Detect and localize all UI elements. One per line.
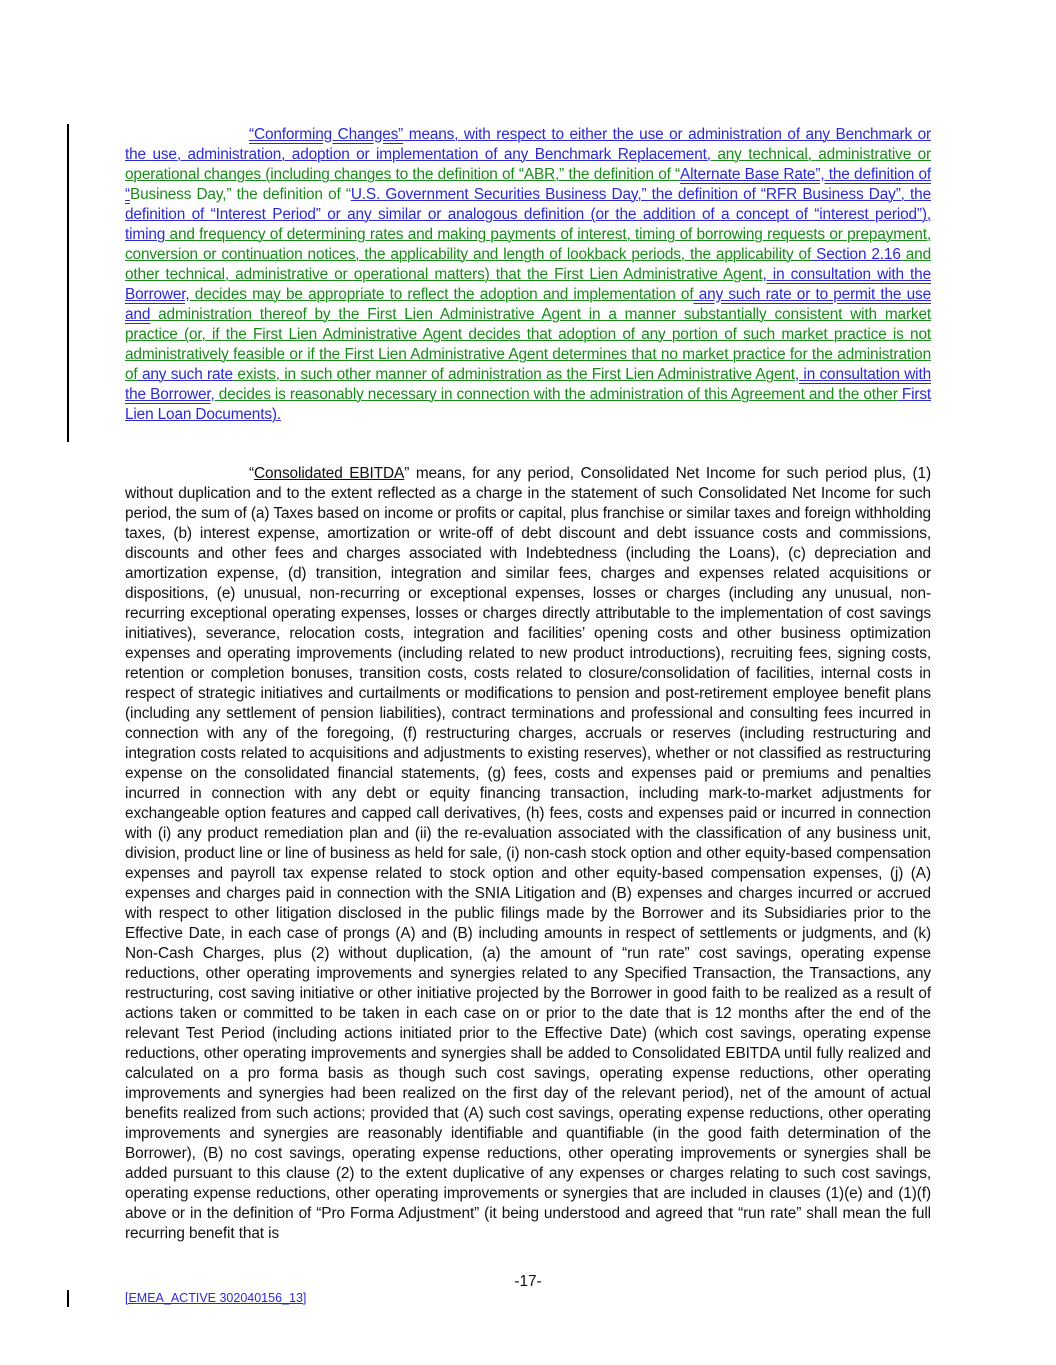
change-bar [67,124,69,442]
moved-text: decides may be appropriate to reflect the adoption and implementation of [189,286,694,303]
open-quote: “ [249,465,255,482]
moved-text: administration thereof by the First Lien Administrative Agent in a manner substantially consistent with market practice (or, if the First Lien Administrative Agent decides that adoption of any portion of such market practice is not administratively feasible or if the First Lien Administrative Agent determines that no market practice for the administration of [125,306,931,383]
defined-term: Consolidated EBITDA [254,465,405,482]
moved-text: and other technical, administrative or operational matters) that the First Lien Administrative Agent [125,246,931,283]
definition-conforming-changes [125,125,931,425]
moved-text: decides is reasonably necessary in connection with the administration of this Agreement and the other [214,386,898,403]
definition-body: means, for any period, Consolidated Net Income for such period plus, (1) without duplication and to the extent reflected as a charge in the statement of such Consolidated Net Income for such period, the sum of (a) Taxes based on income or profits or capital, plus franchise or similar taxes and foreign withholding taxes, (b) interest expense, amortization or write-off of debt discount and debt issuance costs and commissions, discounts and other fees and charges associated with Indebtedness (including the Loans), (c) depreciation and amortization expense, (d) transition, integration and similar fees, charges and expenses related acquisitions or dispositions, (e) unusual, non-recurring or exceptional expenses, losses or charges (including any unusual, non-recurring exceptional operating expenses, losses or charges directly attributable to the implementation of cost savings initiatives), severance, relocation costs, integration and facilities’ opening costs and other business optimization expenses and operating improvements (including related to new product introductions), recruiting fees, signing costs, retention or completion bonuses, transition costs, costs related to closure/consolidation of facilities, internal costs in respect of strategic initiatives and curtailments or modifications to pension and post-retirement employee benefit plans (including any settlement of pension liabilities), contract terminations and professional and consulting fees incurred in connection with any of the foregoing, (f) restructuring charges, accruals or reserves (including restructuring and integration costs related to acquisitions and adjustments to existing reserves), whether or not classified as restructuring expense on the consolidated financial statements, (g) fees, costs and expenses paid or premiums and penalties incurred in connection with any debt or equity financing transaction, including mark-to-market adjustments for exchangeable option features and capped call derivatives, (h) fees, costs and expenses paid or incurred in connection with (i) any product remediation plan and (ii) the re-evaluation associated with the classification of any business unit, division, product line or line of business as held for sale, (i) non-cash stock option and other equity-based compensation expenses and payroll tax expense related to stock option and other equity-based compensation expenses, (j) (A) expenses and charges paid in connection with the SNIA Litigation and (B) expenses and charges incurred or accrued with respect to other litigation disclosed in the public filings made by the Borrower and its Subsidiaries prior to the Effective Date, in each case of prongs (A) and (B) including amounts in respect of settlements or judgments, and (k) Non-Cash Charges, plus (2) without duplication, (a) the amount of “run rate” cost savings, operating expense reductions, other operating improvements and synergies related to any Specified Transaction, the Transactions, any restructuring, cost saving initiative or other initiative projected by the Borrower in good faith to be realized as a result of actions taken or committed to be taken in each case on or prior to the date that is 12 months after the end of the relevant Test Period (including actions initiated prior to the Effective Date) (which cost savings, operating expense reductions, other operating improvements and synergies shall be added to Consolidated EBITDA until fully realized and calculated on a pro forma basis as though such cost savings, operating expense reductions, other operating improvements and synergies had been realized on the first day of the relevant period), net of the amount of actual benefits realized from such actions; provided that (A) such cost savings, operating expense reductions, other operating improvements and synergies are reasonably identifiable and quantifiable (in the good faith determination of the Borrower), (B) no cost savings, operating expense reductions, other operating improvements or synergies shall be added pursuant to this clause (2) to the extent duplicative of any expenses or charges relating to such cost savings, operating expense reductions, other operating improvements or synergies that are included in clauses (1)(e) and (1)(f) above or in the definition of “Pro Forma Adjustment” (it being understood and agreed that “run rate” shall mean the full recurring benefit that is [125,465,932,1242]
footer-change-bar [67,1290,69,1307]
moved-text: “ [670,166,681,183]
definition-consolidated-ebitda [125,464,931,1244]
page-number: -17- [514,1273,542,1290]
inserted-text: means, with respect to either the use or administration of any Benchmark or the use, administration, adoption or implementation of any Benchmark Replacement, [125,126,931,163]
inserted-text: Alternate Base Rate”, the definition of “ [125,166,932,203]
moved-text: any technical, administrative or operational changes (including changes to the definition of “ABR,” the definition of [125,146,931,183]
inserted-text: , in consultation with the Borrower, [125,266,931,303]
inserted-text: , in consultation with the Borrower, [125,366,931,403]
inserted-text: U.S. Government Securities Business Day,” the definition of “RFR Business Day”, the definition of “Interest Period” or any similar or analogous definition (or the addition of a concept of “interest period”), timing [125,186,931,243]
moved-text: Business Day,” the definition of “ [129,186,351,203]
section-reference: Section 2.16 [811,246,901,263]
close-quote: ” [404,465,410,482]
inserted-text: First Lien Loan Documents). [125,386,931,423]
document-id: [EMEA_ACTIVE 302040156_13] [125,1291,307,1305]
moved-text: exists, in such other manner of administration as the First Lien Administrative Agent [232,366,795,383]
inserted-text: any such rate [137,366,233,383]
inserted-text: any such rate or to permit the use and [125,286,931,323]
defined-term: “Conforming Changes” [249,126,404,143]
moved-text: and frequency of determining rates and making payments of interest, timing of borrowing requests or prepayment, conversion or continuation notices, the applicability and length of lookback periods, the applicability of [125,226,931,263]
